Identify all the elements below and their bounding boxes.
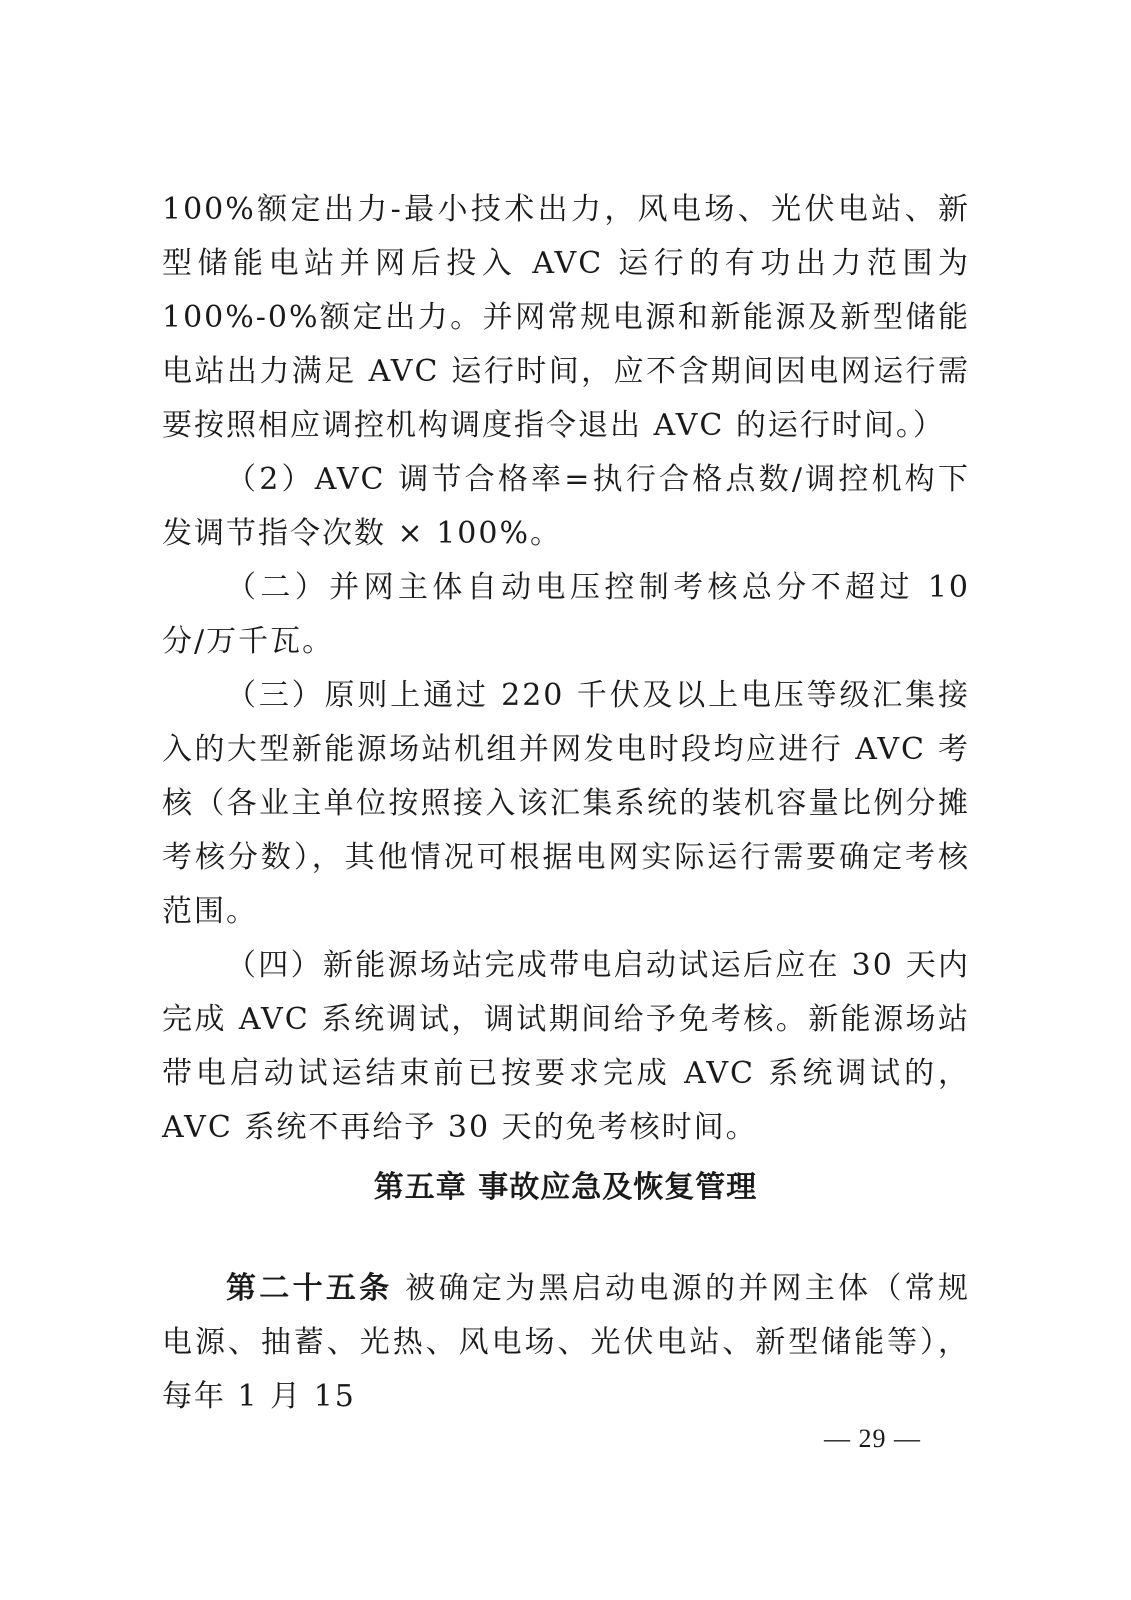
paragraph-avc-score-cap: （二）并网主体自动电压控制考核总分不超过 10 分/万千瓦。 [162,570,970,659]
body-text-lower [162,1262,970,1424]
article-25-paragraph [162,1262,970,1424]
paragraph-avc-assessment-scope: （三）原则上通过 220 千伏及以上电压等级汇集接入的大型新能源场站机组并网发电时段均应进行 AVC 考核（各业主单位按照接入该汇集系统的装机容量比例分摊考核分数），其他情况可根据电网实际运行需要确定考核范围。 [162,678,970,929]
paragraph-avc-debug-exemption: （四）新能源场站完成带电启动试运后应在 30 天内完成 AVC 系统调试，调试期间给予免考核。新能源场站带电启动试运结束前已按要求完成 AVC 系统调试的，AVC 系统不再给予 30 天的免考核时间。 [162,948,970,1145]
page-number: — 29 — [824,1424,921,1453]
chapter-title: 第五章 事故应急及恢复管理 [373,1170,758,1205]
paragraph-avc-output-range: 100%额定出力-最小技术出力，风电场、光伏电站、新型储能电站并网后投入 AVC 运行的有功出力范围为 100%-0%额定出力。并网常规电源和新能源及新型储能电站出力满足 AVC 运行时间，应不含期间因电网运行需要按照相应调控机构调度指令退出 AVC 的运行时间。） [162,192,970,443]
body-text-upper [162,183,970,1155]
article-label: 第二十五条 [226,1271,393,1306]
article-text: 被确定为黑启动电源的并网主体（常规电源、抽蓄、光热、风电场、光伏电站、新型储能等），每年 1 月 15 [162,1271,970,1414]
paragraph-avc-pass-rate: （2）AVC 调节合格率=执行合格点数/调控机构下发调节指令次数 × 100%。 [162,462,970,551]
